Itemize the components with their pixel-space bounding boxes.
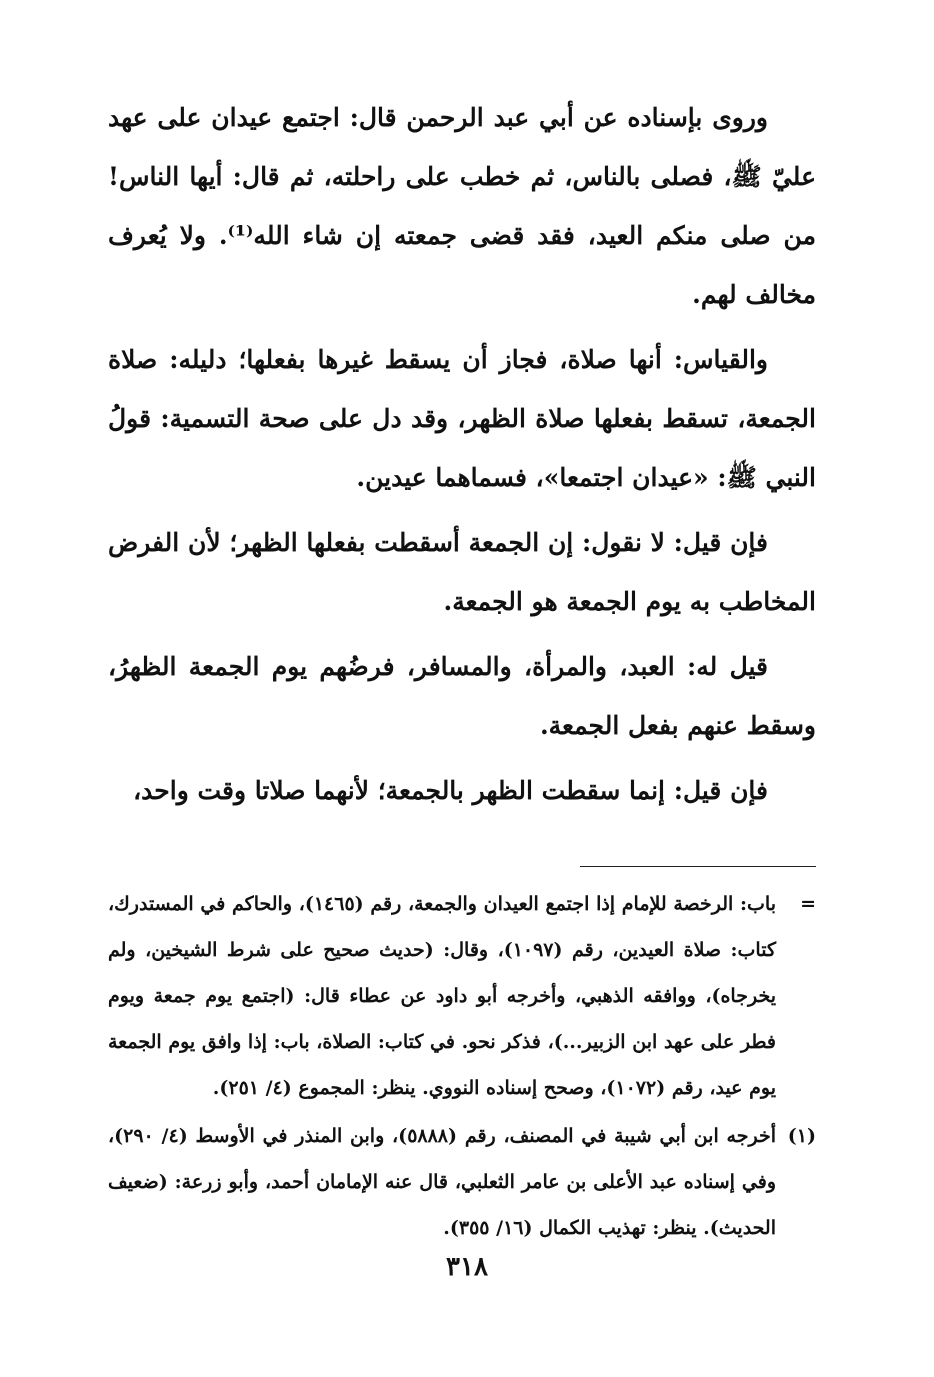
footnote-marker: = xyxy=(800,893,816,915)
footnote xyxy=(108,881,816,1111)
paragraph: فإن قيل: إنما سقطت الظهر بالجمعة؛ لأنهما صلاتا وقت واحد، xyxy=(133,776,768,805)
footnotes xyxy=(108,881,816,1251)
footnote-marker: (١) xyxy=(787,1125,816,1147)
page xyxy=(108,88,816,1253)
footnote-text: باب: الرخصة للإمام إذا اجتمع العيدان والجمعة، رقم (١٤٦٥)، والحاكم في المستدرك، كتاب: صلاة العيدين، رقم (١٠٩٧)، وقال: (حديث صحيح على شرط الشيخين، ولم يخرجاه)، ووافقه الذهبي، وأخرجه أبو داود عن عطاء قال: (اجتمع يوم جمعة ويوم فطر على عهد ابن الزبير...)، فذكر نحو. في كتاب: الصلاة، باب: إذا وافق يوم الجمعة يوم عيد، رقم (١٠٧٢)، وصحح إسناده النووي. ينظر: المجموع (٤/ ٢٥١). xyxy=(108,893,776,1099)
paragraph: والقياس: أنها صلاة، فجاز أن يسقط غيرها بفعلها؛ دليله: صلاة الجمعة، تسقط بفعلها صلاة الظهر، وقد دل على صحة التسمية: قولُ النبي ﷺ: «عيدان اجتمعا»، فسماهما عيدين. xyxy=(108,345,816,492)
footnote-divider xyxy=(580,866,816,867)
main-text xyxy=(108,88,816,820)
footnote-text: أخرجه ابن أبي شيبة في المصنف، رقم (٥٨٨٨)، وابن المنذر في الأوسط (٤/ ٢٩٠)، وفي إسناده عبد الأعلى بن عامر الثعلبي، قال عنه الإمامان أحمد، وأبو زرعة: (ضعيف الحديث). ينظر: تهذيب الكمال (١٦/ ٣٥٥). xyxy=(108,1125,776,1239)
paragraph: فإن قيل: لا نقول: إن الجمعة أسقطت بفعلها الظهر؛ لأن الفرض المخاطب به يوم الجمعة هو الجمعة. xyxy=(108,528,816,616)
paragraph: قيل له: العبد، والمرأة، والمسافر، فرضُهم يوم الجمعة الظهرُ، وسقط عنهم بفعل الجمعة. xyxy=(108,652,816,740)
page-number: ٣١٨ xyxy=(446,1252,488,1282)
paragraph: وروى بإسناده عن أبي عبد الرحمن قال: اجتمع عيدان على عهد عليّ ﷺ، فصلى بالناس، ثم خطب على راحلته، ثم قال: أيها الناس! من صلى منكم العيد، فقد قضى جمعته إن شاء الله⁽¹⁾. ولا يُعرف مخالف لهم. xyxy=(108,103,816,309)
footnote xyxy=(108,1113,816,1251)
